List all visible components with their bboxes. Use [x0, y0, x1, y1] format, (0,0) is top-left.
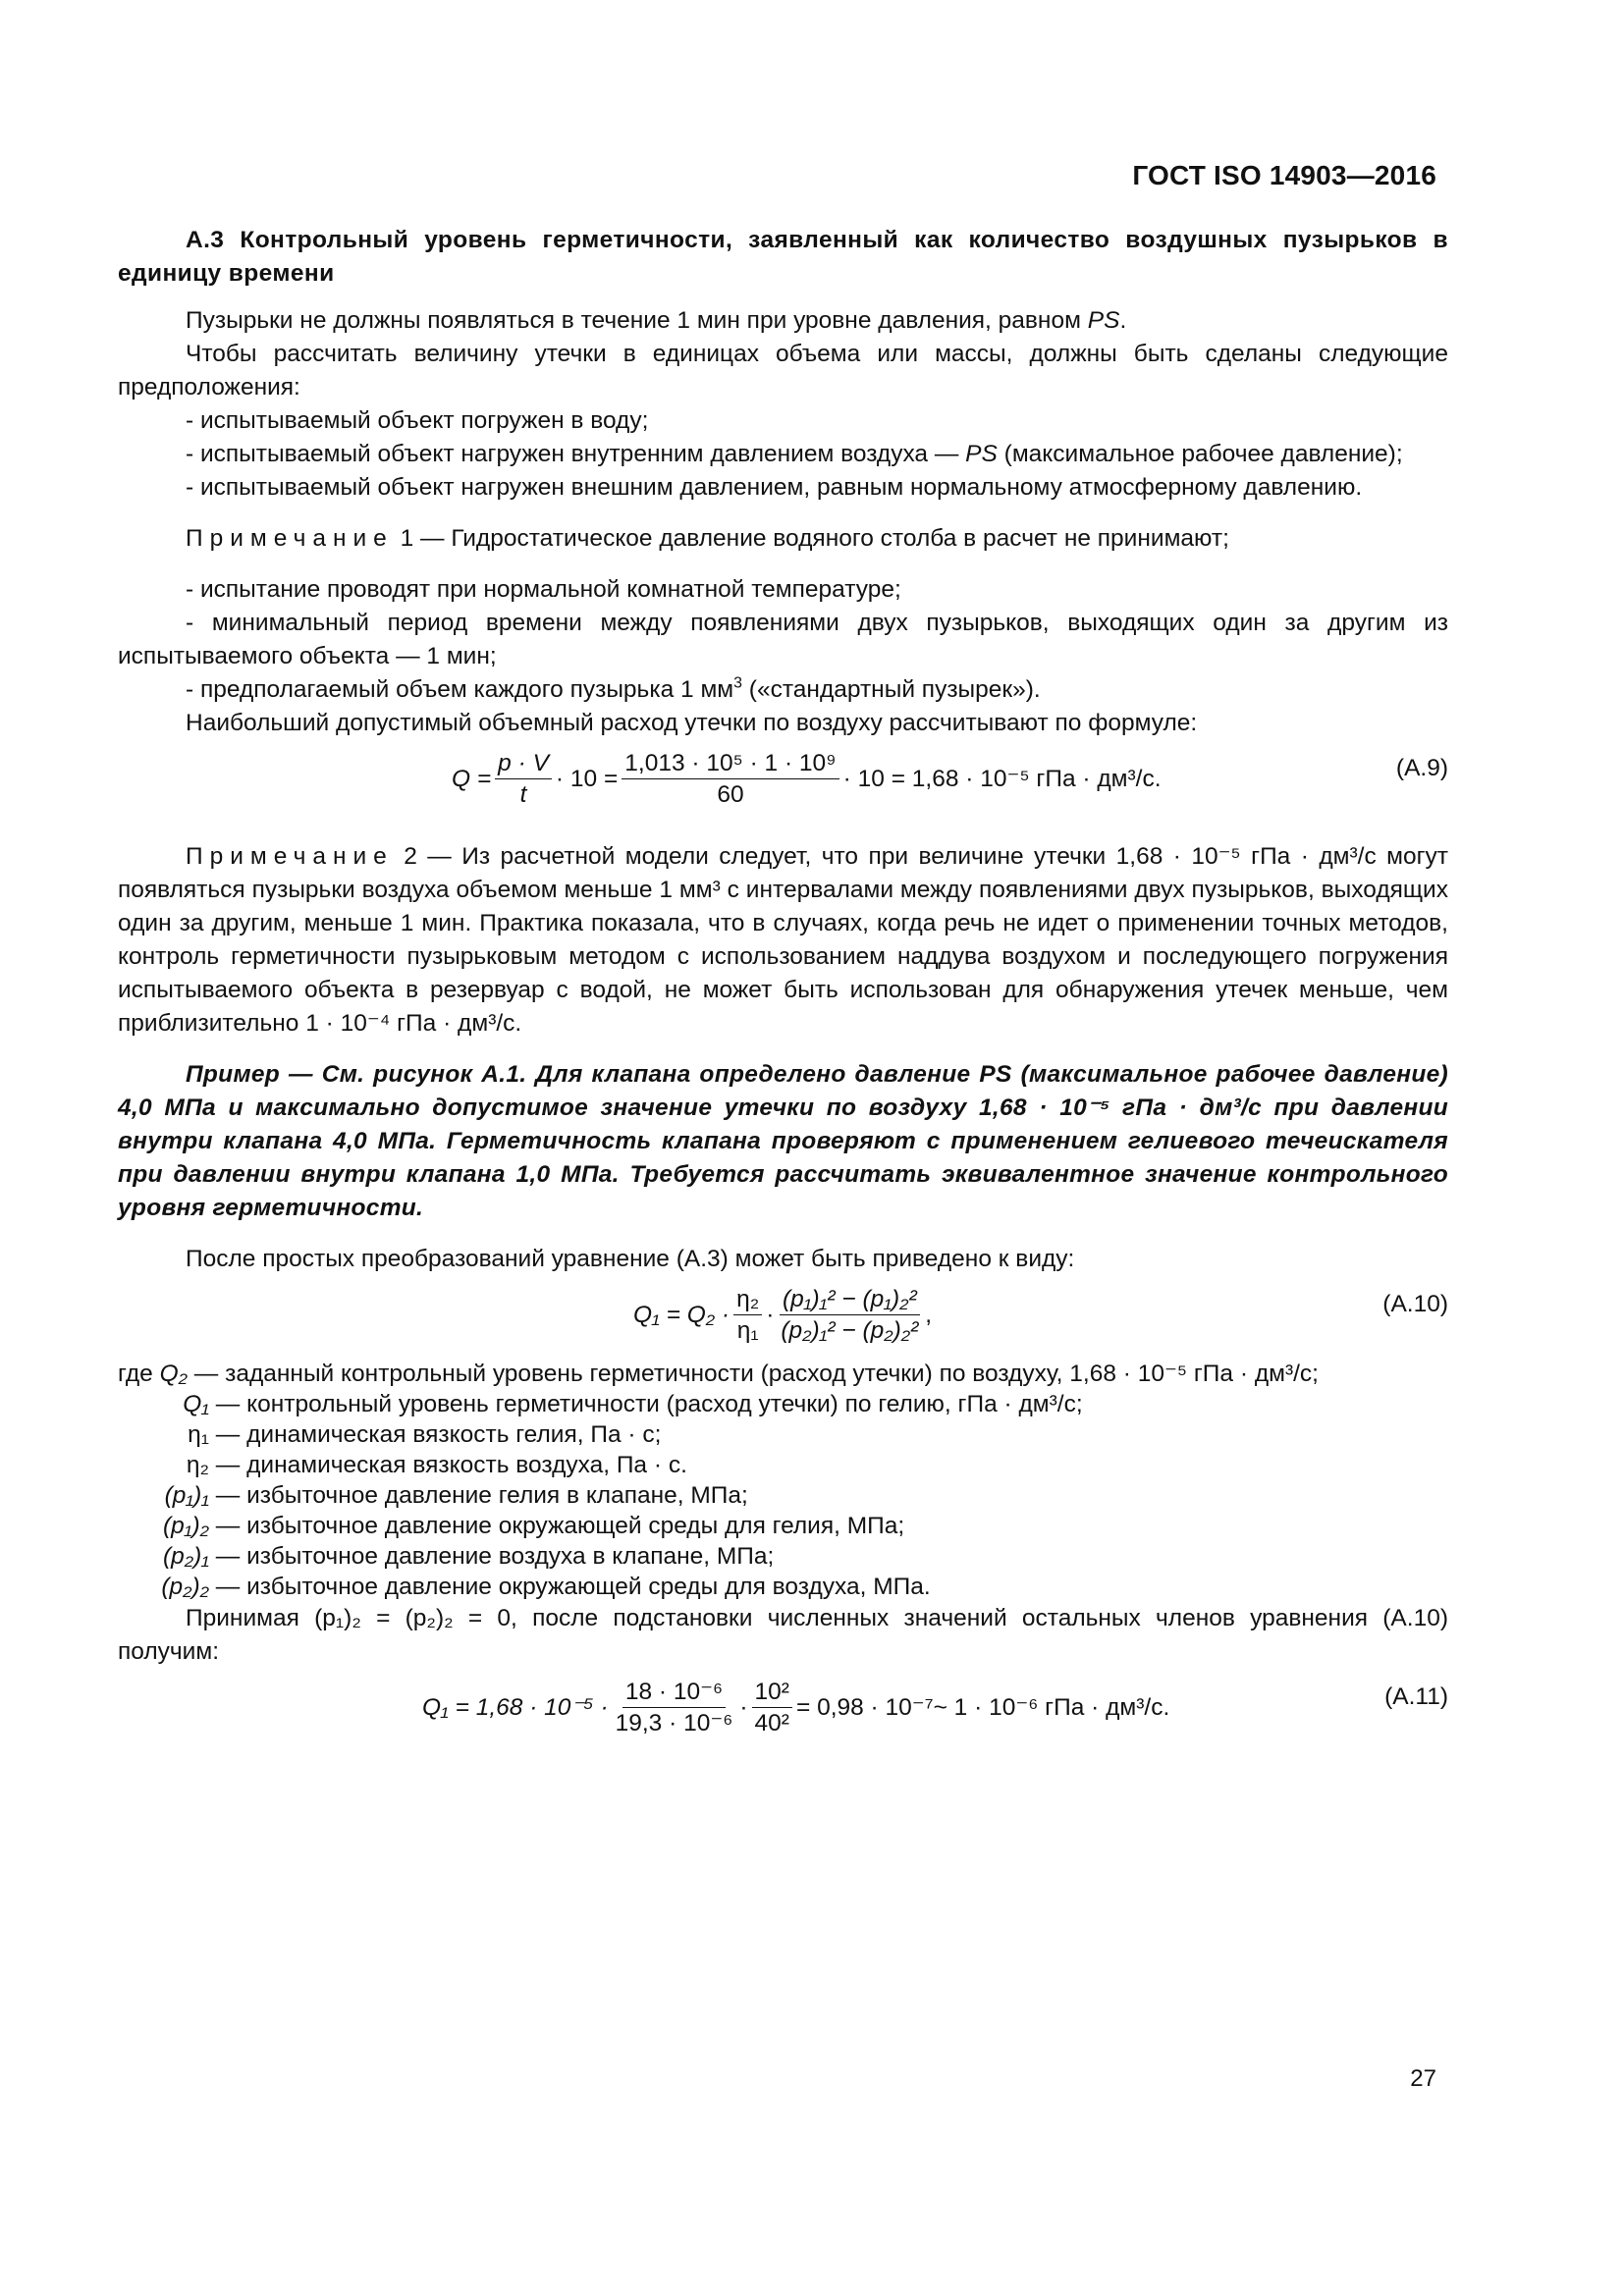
formula-number: (А.10) — [1382, 1291, 1448, 1317]
definition: Q₁ — контрольный уровень герметичности (расход утечки) по гелию, гПа · дм³/с; — [183, 1391, 1083, 1417]
document-body — [118, 224, 1448, 1751]
formula-number: (А.11) — [1384, 1683, 1448, 1710]
document-header: ГОСТ ISO 14903—2016 — [1132, 160, 1436, 190]
definition: η₂ — динамическая вязкость воздуха, Па · с. — [186, 1452, 687, 1478]
list-item: - испытание проводят при нормальной комнатной температуре; — [186, 576, 901, 603]
paragraph: Пузырьки не должны появляться в течение 1 мин при уровне давления, равном PS. — [186, 307, 1127, 334]
list-item: - испытываемый объект погружен в воду; — [186, 407, 649, 434]
definition: где Q₂ — заданный контрольный уровень герметичности (расход утечки) по воздуху, 1,68 · 10⁻⁵ гПа · дм³/с; — [118, 1361, 1319, 1387]
section-title: А.3 Контрольный уровень герметичности, заявленный как количество воздушных пузырьков в единицу времени — [118, 227, 1448, 287]
definition: η₁ — динамическая вязкость гелия, Па · с; — [188, 1421, 662, 1448]
paragraph: Принимая (p₁)₂ = (p₂)₂ = 0, после подстановки численных значений остальных членов уравнения (А.10) получим: — [118, 1605, 1448, 1665]
paragraph: Чтобы рассчитать величину утечки в единицах объема или массы, должны быть сделаны следующие предположения: — [118, 341, 1448, 400]
list-item: - испытываемый объект нагружен внешним давлением, равным нормальному атмосферному давлению. — [186, 474, 1363, 501]
page-number: 27 — [1410, 2065, 1436, 2092]
paragraph: Наибольший допустимый объемный расход утечки по воздуху рассчитывают по формуле: — [186, 710, 1198, 736]
list-item: - предполагаемый объем каждого пузырька 1 $мм^3$ («стандартный пузырек»). — [186, 674, 1041, 703]
note-2: Примечание 2 — Из расчетной модели следует, что при величине утечки 1,68 · 10⁻⁵ гПа · дм³/с могут появляться пузырьки воздуха объемом меньше 1 мм³ с интервалами между появлениями двух пузырьков, выходящих один за другим, меньше 1 мин. Практика показала, что в случаях, когда речь не идет о применении точных методов, контроль герметичности пузырьковым методом с использованием наддува воздухом и последующего погружения испытываемого объекта в резервуар с водой, не может быть использован для обнаружения утечек меньше, чем приблизительно 1 · 10⁻⁴ гПа · дм³/с. — [118, 843, 1448, 1037]
list-item: - испытываемый объект нагружен внутренним давлением воздуха — PS (максимальное рабочее давление); — [186, 441, 1403, 467]
formula-a11: Q₁ = 1,68 · 10⁻⁵ · $\frac{\text{18 · 10⁻⁶}}{\text{19,3 · 10⁻⁶}}$ · $\frac{\text{10²}}{\text{40²}}$ = 0,98 · 10⁻⁷~ 1 · 10⁻⁶ гПа · дм³/с. (А.11) — [422, 1678, 1448, 1736]
definitions-list — [118, 1359, 1448, 1602]
paragraph: После простых преобразований уравнение (А.3) может быть приведено к виду: — [186, 1246, 1075, 1272]
definition: (p₁)₂ — избыточное давление окружающей среды для гелия, МПа; — [162, 1513, 905, 1539]
formula-number: (А.9) — [1395, 755, 1448, 781]
definition: (p₂)₂ — избыточное давление окружающей среды для воздуха, МПа. — [161, 1574, 931, 1600]
example: Пример — См. рисунок А.1. Для клапана определено давление PS (максимальное рабочее давление) 4,0 МПа и максимально допустимое значение утечки по воздуху 1,68 · 10⁻⁵ гПа · дм³/с при давлении внутри клапана 4,0 МПа. Герметичность клапана проверяют с применением гелиевого течеискателя при давлении внутри клапана 1,0 МПа. Требуется рассчитать эквивалентное значение контрольного уровня герметичности. — [118, 1061, 1448, 1221]
list-item: - минимальный период времени между появлениями двух пузырьков, выходящих один за другим из испытываемого объекта — 1 мин; — [118, 610, 1448, 669]
note-1: Примечание 1 — Гидростатическое давление водяного столба в расчет не принимают; — [186, 525, 1229, 552]
definition: (p₂)₁ — избыточное давление воздуха в клапане, МПа; — [162, 1543, 775, 1570]
formula-a10: Q₁ = Q₂ · $\frac{\text{η₂}}{\text{η₁}}$ · $\frac{\text{(p₁)₁² − (p₁)₂²}}{\text{(p₂)₁² − (p₂)₂²}}$ , (А.10) — [633, 1285, 1448, 1344]
formula-a9: Q = $\frac{p \cdot V}{t}$ · 10 = $\frac{\text{1,013 · 10⁵ · 1 · 10⁹}}{60}$ · 10 = 1,68 · 10⁻⁵ гПа · дм³/с. (А.9) — [452, 749, 1448, 808]
definition: (p₁)₁ — избыточное давление гелия в клапане, МПа; — [164, 1482, 748, 1509]
